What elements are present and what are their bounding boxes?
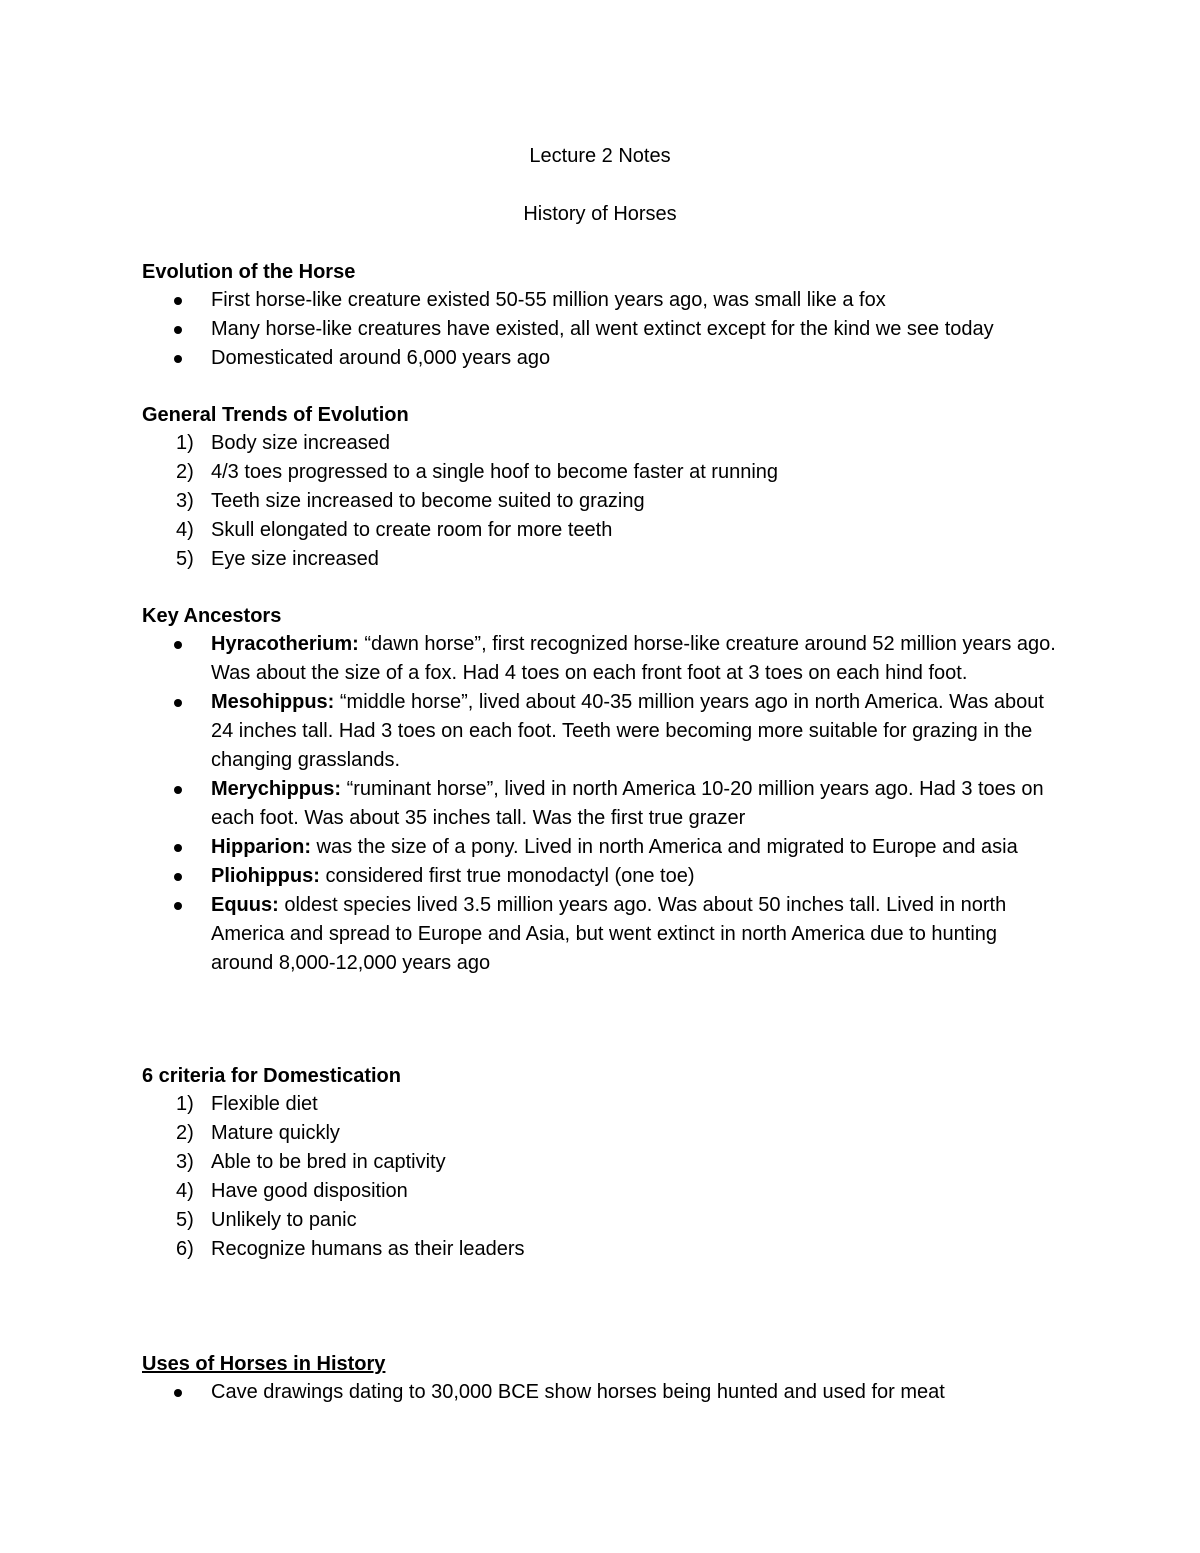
list-item (0, 545, 1061, 574)
list-item-text: Have good disposition (211, 1180, 408, 1202)
ancestor-term: Merychippus: (211, 778, 342, 800)
list-item (0, 1119, 1061, 1148)
list-item (0, 487, 1061, 516)
list-item-text: Able to be bred in captivity (211, 1151, 446, 1173)
list-item (0, 344, 1061, 373)
uses-list (0, 1378, 1200, 1407)
ancestor-term: Equus: (211, 894, 279, 916)
ancestor-description: considered first true monodactyl (one toe) (319, 865, 695, 887)
ancestor-term: Hyracotherium: (211, 633, 359, 655)
ancestor-term: Pliohippus: (211, 865, 320, 887)
ancestor-term: Hipparion: (211, 836, 311, 858)
list-item (0, 1378, 1061, 1407)
document-subtitle: History of Horses (523, 203, 677, 225)
bullet-icon (174, 326, 182, 334)
list-item (0, 1206, 1061, 1235)
list-item-text: First horse-like creature existed 50-55 million years ago, was small like a fox (211, 289, 886, 311)
list-item-text: Recognize humans as their leaders (211, 1238, 525, 1260)
list-item-text: Teeth size increased to become suited to grazing (211, 490, 645, 512)
bullet-icon (174, 902, 182, 910)
bullet-icon (174, 699, 182, 707)
document-title: Lecture 2 Notes (529, 145, 671, 167)
ancestor-description: “dawn horse”, first recognized horse-like creature around 52 million years ago. Was about the size of a fox. Had 4 toes on each front foot at 3 toes on each hind foot. (211, 633, 1056, 684)
section-heading-ancestors: Key Ancestors (142, 605, 282, 627)
bullet-icon (174, 786, 182, 794)
list-item-text: Unlikely to panic (211, 1209, 357, 1231)
ancestor-description: “middle horse”, lived about 40-35 million years ago in north America. Was about 24 inches tall. Had 3 toes on each foot. Teeth were becoming more suitable for grazing in the changing grasslands. (211, 691, 1044, 771)
list-item (0, 429, 1061, 458)
list-item (0, 833, 1061, 862)
list-item-number: 2) (176, 461, 194, 483)
list-item-text: Eye size increased (211, 548, 379, 570)
list-item (0, 775, 1061, 833)
bullet-icon (174, 1389, 182, 1397)
ancestor-description: was the size of a pony. Lived in north America and migrated to Europe and asia (311, 836, 1018, 858)
ancestor-description: oldest species lived 3.5 million years ago. Was about 50 inches tall. Lived in north America and spread to Europe and Asia, but went extinct in north America due to hunting around 8,000-12,000 years ago (211, 894, 1007, 974)
list-item-text: Many horse-like creatures have existed, all went extinct except for the kind we see today (211, 318, 994, 340)
bullet-icon (174, 355, 182, 363)
list-item-text: 4/3 toes progressed to a single hoof to become faster at running (211, 461, 779, 483)
list-item (0, 862, 1061, 891)
list-item (0, 688, 1061, 775)
bullet-icon (174, 297, 182, 305)
list-item-number: 2) (176, 1122, 194, 1144)
section-heading-domestication: 6 criteria for Domestication (142, 1065, 401, 1087)
list-item-number: 5) (176, 1209, 194, 1231)
list-item-number: 3) (176, 1151, 194, 1173)
list-item-number: 1) (176, 1093, 194, 1115)
list-item (0, 516, 1061, 545)
trends-list (0, 429, 1200, 574)
list-item (0, 1235, 1061, 1264)
list-item (0, 891, 1061, 978)
list-item-number: 6) (176, 1238, 194, 1260)
list-item (0, 630, 1061, 688)
list-item (0, 315, 1061, 344)
domestication-list (0, 1090, 1200, 1264)
list-item-number: 4) (176, 1180, 194, 1202)
list-item-number: 4) (176, 519, 194, 541)
list-item (0, 1177, 1061, 1206)
list-item (0, 1148, 1061, 1177)
list-item-text: Mature quickly (211, 1122, 340, 1144)
list-item-number: 1) (176, 432, 194, 454)
section-heading-evolution: Evolution of the Horse (142, 261, 356, 283)
ancestors-list (0, 630, 1200, 978)
list-item-text: Skull elongated to create room for more teeth (211, 519, 613, 541)
list-item-number: 3) (176, 490, 194, 512)
list-item (0, 1090, 1061, 1119)
list-item-text: Body size increased (211, 432, 390, 454)
bullet-icon (174, 873, 182, 881)
evolution-list (0, 286, 1200, 373)
section-heading-uses: Uses of Horses in History (142, 1353, 386, 1375)
bullet-icon (174, 641, 182, 649)
ancestor-term: Mesohippus: (211, 691, 335, 713)
bullet-icon (174, 844, 182, 852)
list-item-number: 5) (176, 548, 194, 570)
list-item-text: Cave drawings dating to 30,000 BCE show horses being hunted and used for meat (211, 1381, 945, 1403)
list-item-text: Flexible diet (211, 1093, 318, 1115)
ancestor-description: “ruminant horse”, lived in north America 10-20 million years ago. Had 3 toes on each foot. Was about 35 inches tall. Was the first true grazer (211, 778, 1044, 829)
list-item (0, 286, 1061, 315)
list-item (0, 458, 1061, 487)
section-heading-trends: General Trends of Evolution (142, 404, 409, 426)
list-item-text: Domesticated around 6,000 years ago (211, 347, 551, 369)
